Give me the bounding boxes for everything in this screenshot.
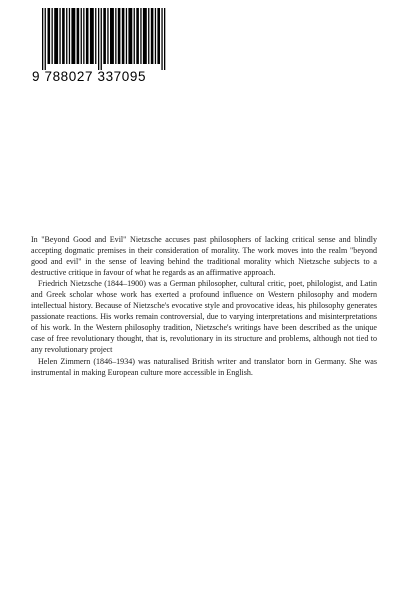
barcode-bars bbox=[32, 8, 176, 70]
blurb-paragraph-author: Friedrich Nietzsche (1844–1900) was a German philosopher, cultural critic, poet, philologist, and Latin and Greek scholar whose work has exerted a profound influence on Western philosophy and modern intellectual history. Because of Nietzsche's evocative style and provocative ideas, his philosophy generates passionate reactions. His works remain controversial, due to varying interpretations and misinterpretations of his work. In the Western philosophy tradition, Nietzsche's writings have been described as the unique case of free revolutionary thought, that is, revolutionary in its structure and problems, although not tied to any revolutionary project bbox=[31, 279, 377, 355]
barcode bbox=[32, 8, 176, 88]
isbn-digits: 9 788027 337095 bbox=[32, 69, 147, 84]
back-cover-blurb bbox=[31, 234, 377, 378]
blurb-paragraph-book: In "Beyond Good and Evil" Nietzsche accuses past philosophers of lacking critical sense and blindly accepting dogmatic premises in their consideration of morality. The work moves into the realm "beyond good and evil" in the sense of leaving behind the traditional morality which Nietzsche subjects to a destructive critique in favour of what he regards as an affirmative approach. bbox=[31, 235, 377, 278]
blurb-paragraph-translator: Helen Zimmern (1846–1934) was naturalised British writer and translator born in Germany. She was instrumental in making European culture more accessible in English. bbox=[31, 356, 377, 377]
